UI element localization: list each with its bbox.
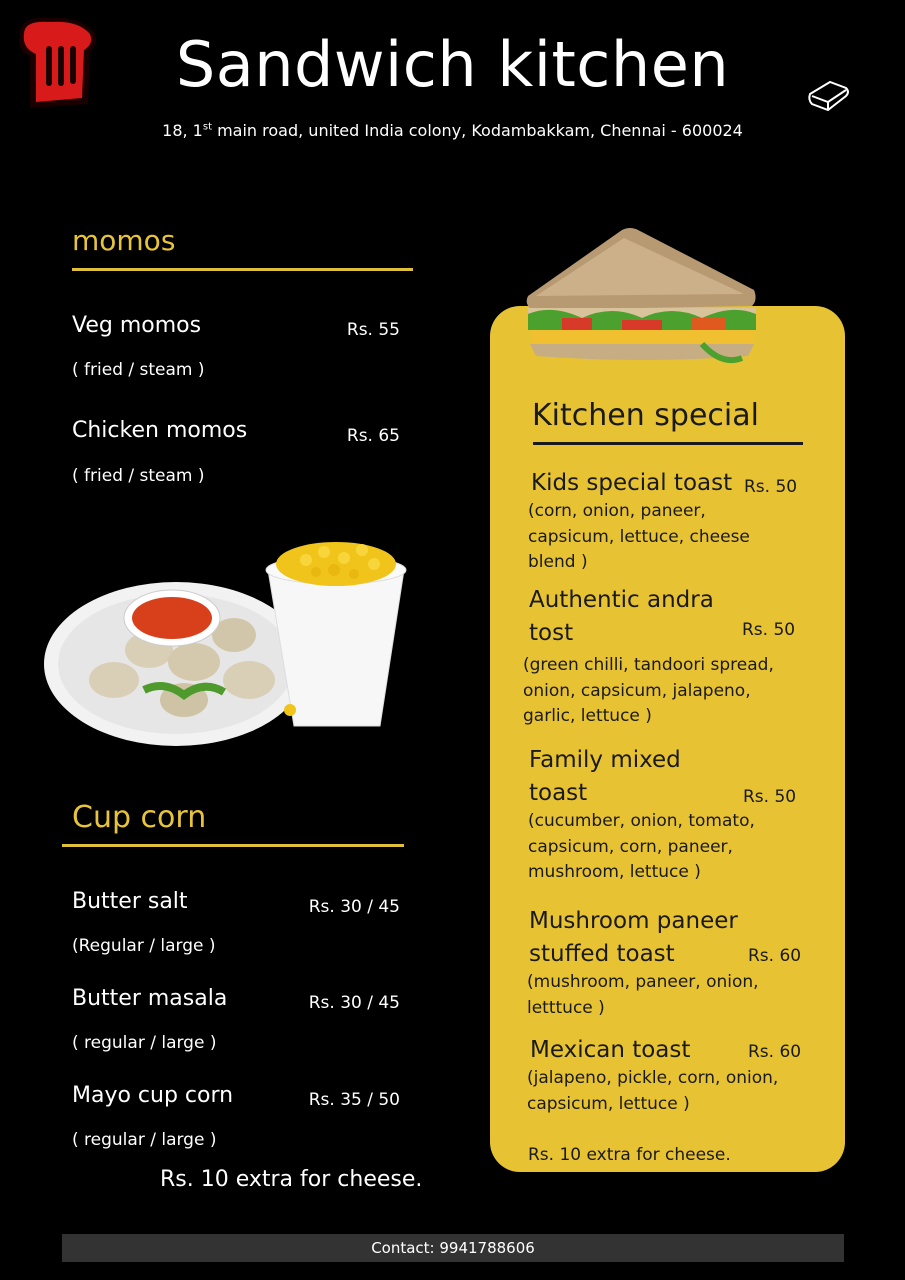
menu-item-price: Rs. 30 / 45 [308,897,400,917]
menu-item-name: Mayo cup corn [72,1083,234,1108]
special-item-name: Authentic andra [529,587,714,613]
special-item-name: Family mixed [529,747,681,773]
special-item-name: Mexican toast [530,1037,691,1063]
cheese-note: Rs. 10 extra for cheese. [160,1167,423,1192]
menu-item-price: Rs. 65 [346,426,400,446]
special-item-name: Mushroom paneer [529,908,738,934]
special-item-price: Rs. 60 [748,946,802,966]
menu-item-name: Chicken momos [72,418,248,443]
menu-item-options: ( regular / large ) [72,1033,217,1053]
special-item-name-line2: tost [529,620,574,646]
special-item-price: Rs. 60 [748,1042,802,1062]
special-item-price: Rs. 50 [744,477,798,497]
special-item-price: Rs. 50 [743,787,797,807]
menu-item-price: Rs. 55 [346,320,400,340]
menu-item-name: Butter masala [72,986,228,1011]
contact-bar: Contact: 9941788606 [62,1234,844,1262]
momos-and-corn-image [44,530,414,750]
kitchen-special-title: Kitchen special [532,398,759,433]
menu-item-options: ( fried / steam ) [72,466,205,486]
special-item-desc: (cucumber, onion, tomato, capsicum, corn, paneer, mushroom, lettuce ) [528,811,755,882]
menu-item-name: Veg momos [72,313,202,338]
special-item-name-line2: toast [529,780,588,806]
special-item-desc: (jalapeno, pickle, corn, onion, capsicum, lettuce ) [527,1068,779,1114]
menu-item-name: Butter salt [72,889,188,914]
cup-corn-divider [62,844,404,847]
menu-item-options: (Regular / large ) [72,936,216,956]
address: 18, 1st main road, united India colony, Kodambakkam, Chennai - 600024 [162,121,743,140]
special-item-desc: (corn, onion, paneer, capsicum, lettuce, cheese blend ) [528,501,750,572]
momos-divider [72,268,413,271]
kitchen-special-divider [533,442,803,445]
menu-item-price: Rs. 35 / 50 [308,1090,400,1110]
menu-item-options: ( regular / large ) [72,1130,217,1150]
special-cheese-note: Rs. 10 extra for cheese. [528,1145,731,1165]
special-item-desc: (green chilli, tandoori spread, onion, capsicum, jalapeno, garlic, lettuce ) [523,655,774,726]
toast-outline-icon [806,78,852,114]
special-item-name: Kids special toast [531,470,733,496]
special-item-name-line2: stuffed toast [529,941,675,967]
special-item-price: Rs. 50 [742,620,796,640]
page-title: Sandwich kitchen [175,28,730,101]
sandwich-image [522,226,762,376]
menu-item-options: ( fried / steam ) [72,360,205,380]
momos-section-title: momos [72,224,176,257]
cup-corn-section-title: Cup corn [72,800,207,835]
special-item-desc: (mushroom, paneer, onion, letttuce ) [527,972,759,1018]
menu-item-price: Rs. 30 / 45 [308,993,400,1013]
